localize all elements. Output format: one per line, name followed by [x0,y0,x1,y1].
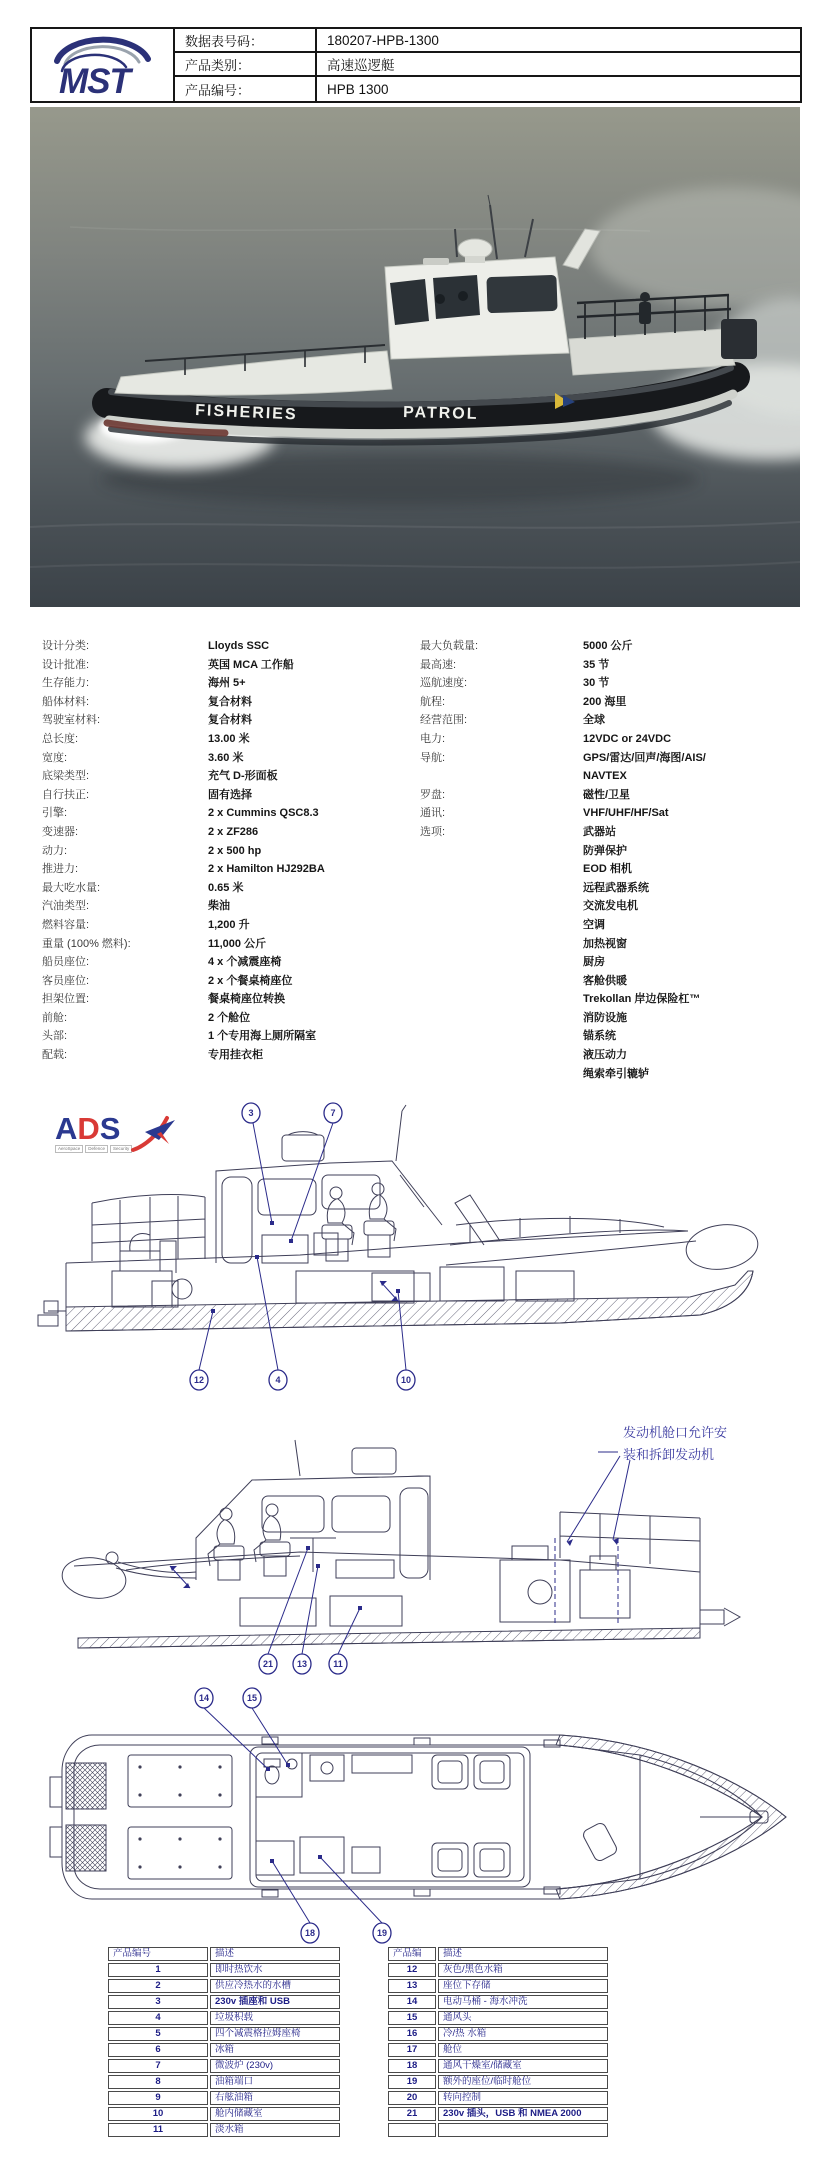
callout-11: 11 [333,1659,343,1669]
spec-row [420,786,810,805]
part-description: 右舷油箱 [210,2091,340,2105]
spec-label: 最大吃水量: [42,881,101,894]
callout-18: 18 [304,1928,316,1938]
spec-value: 远程武器系统 [583,881,649,894]
spec-label: 经营范围: [420,714,468,727]
spec-value: 2 x ZF286 [208,825,259,838]
spec-row [42,693,412,712]
spec-value: VHF/UHF/HF/Sat [583,807,669,820]
spec-value: Trekollan 岸边保险杠™ [583,993,701,1006]
spec-label: 动力: [42,844,68,857]
spec-value: 复合材料 [208,714,252,727]
part-number: 1 [108,1963,208,1977]
spec-row [420,730,810,749]
spec-row [42,1046,412,1065]
parts-row [108,1995,340,2009]
spec-row [420,842,810,861]
side-view-drawing-engine-access [0,1420,830,1682]
part-number: 6 [108,2043,208,2057]
spec-label: 最高速: [420,658,457,671]
spec-row [420,767,810,786]
parts-row [108,2011,340,2025]
spec-row [420,990,810,1009]
part-description: 微波炉 (230v) [210,2059,340,2073]
spec-row [42,711,412,730]
spec-row [42,916,412,935]
part-number: 19 [388,2075,436,2089]
callouts-plan [195,1688,391,1943]
spec-row [420,1009,810,1028]
header-label-2: 产品类别： [175,53,317,77]
spec-value: 防弹保护 [583,844,627,857]
plan-view-drawing [0,1685,830,1945]
spec-row [42,953,412,972]
engine-hatch-annotation-line1: 发动机舱口允许安 [623,1425,728,1440]
mst-logo-graphic [35,31,171,99]
spec-label: 巡航速度: [420,677,468,690]
parts-header-desc: 描述 [210,1947,340,1961]
spec-row [420,879,810,898]
spec-row [420,823,810,842]
spec-row [420,749,810,768]
access-arrow [380,1281,398,1301]
header-label-3: 产品编号： [175,77,317,101]
part-description: 即时热饮水 [210,1963,340,1977]
spec-value: 2 x 500 hp [208,844,262,857]
part-description: 供应冷热水的水槽 [210,1979,340,1993]
parts-row [388,2043,608,2057]
header-value-3: HPB 1300 [327,81,389,97]
part-description: 转向控制 [438,2091,608,2105]
spec-label: 头部: [42,1030,68,1043]
parts-row [388,2075,608,2089]
part-description: 舱内储藏室 [210,2107,340,2121]
part-description [438,2123,608,2137]
part-description: 淡水箱 [210,2123,340,2137]
spec-label: 自行扶正: [42,788,90,801]
parts-row [108,2075,340,2089]
parts-row [388,2091,608,2105]
spec-value: 2 x 个餐桌椅座位 [208,974,293,987]
spec-label: 最大负载量: [420,640,479,652]
spec-row [420,953,810,972]
spec-row [420,972,810,991]
spec-value: 2 x Cummins QSC8.3 [208,807,319,820]
part-number: 15 [388,2011,436,2025]
spec-value: 锚系统 [583,1030,616,1043]
spec-row [42,935,412,954]
spec-row [420,804,810,823]
spec-value: 专用挂衣柜 [208,1049,263,1062]
spec-row [42,972,412,991]
spec-label: 底梁类型: [42,770,90,783]
part-description: 灰色/黑色水箱 [438,1963,608,1977]
ads-letter-s: S [99,1111,121,1146]
spec-label: 重量 (100% 燃料): [42,937,131,950]
part-description: 冰箱 [210,2043,340,2057]
side-view-drawing-aft-cutaway [0,1075,830,1407]
parts-table-left [108,1947,340,2139]
spec-value: 液压动力 [583,1049,627,1062]
part-number: 20 [388,2091,436,2105]
spec-row [42,860,412,879]
spec-row [42,897,412,916]
spec-value: 交流发电机 [583,900,638,913]
part-description: 通风头 [438,2011,608,2025]
part-number: 3 [108,1995,208,2009]
header-value-1: 180207-HPB-1300 [317,29,800,53]
part-description: 冷/热 水箱 [438,2027,608,2041]
spec-list-left [42,637,412,1065]
spec-row [420,637,810,656]
spec-value: 全球 [583,714,605,727]
spec-label: 配载: [42,1049,68,1062]
stern-module [721,319,757,359]
part-number: 18 [388,2059,436,2073]
spec-value: 5000 公斤 [583,640,633,652]
parts-row [388,2059,608,2073]
spec-value: 复合材料 [208,695,252,708]
spec-row [42,1027,412,1046]
hatch-dots [138,1765,221,1868]
spec-value: 3.60 米 [208,751,244,764]
parts-row [108,2059,340,2073]
spec-value: 加热视窗 [583,937,627,950]
spec-row [420,897,810,916]
part-description: 电动马桶 - 海水冲洗 [438,1995,608,2009]
spec-value: 2 x Hamilton HJ292BA [208,863,325,876]
spec-row [420,860,810,879]
spec-row [420,1027,810,1046]
spec-value: 磁性/卫星 [583,788,631,801]
spec-value: 0.65 米 [208,881,244,894]
parts-row [108,2107,340,2121]
spec-row [42,879,412,898]
spec-value: 武器站 [583,825,616,838]
spec-label: 导航: [420,751,446,764]
part-description: 四个减震格拉姆座椅 [210,2027,340,2041]
callout-14: 14 [198,1693,210,1703]
spec-value: 柴油 [208,900,230,913]
spec-row [42,656,412,675]
spec-label: 燃料容量: [42,918,90,931]
parts-row [388,1995,608,2009]
spec-row [42,767,412,786]
spec-value: Lloyds SSC [208,640,270,652]
parts-row [388,2123,608,2137]
spec-value: 海州 5+ [208,677,246,690]
parts-header-number: 产品编号 [108,1947,208,1961]
callout-3: 3 [248,1108,254,1118]
callout-12: 12 [193,1375,205,1385]
parts-row [108,2123,340,2137]
parts-table-right [388,1947,608,2139]
spec-label: 担架位置: [42,993,90,1006]
spec-label: 变速器: [42,825,79,838]
spec-value: 1,200 升 [208,918,250,931]
callout-10: 10 [400,1375,412,1385]
parts-row [108,2043,340,2057]
spec-value: 充气 D-形面板 [208,770,278,783]
part-number: 11 [108,2123,208,2137]
spec-value: 11,000 公斤 [208,937,267,950]
callouts-side2 [259,1546,362,1674]
spec-label: 总长度: [42,732,79,745]
part-description: 舱位 [438,2043,608,2057]
part-number: 5 [108,2027,208,2041]
callout-13: 13 [296,1659,308,1669]
spec-row [42,1009,412,1028]
spec-row [42,637,412,656]
spec-value: 13.00 米 [208,732,250,745]
spec-row [420,916,810,935]
part-description: 座位下存储 [438,1979,608,1993]
spec-label: 罗盘: [420,788,446,801]
spec-label: 客员座位: [42,974,90,987]
spec-row [42,990,412,1009]
callout-7: 7 [330,1108,336,1118]
parts-row [388,1979,608,1993]
spec-row [420,711,810,730]
callout-4: 4 [275,1375,281,1385]
spec-row [420,656,810,675]
spec-label: 引擎: [42,807,68,820]
parts-table-header [388,1947,608,1961]
spec-label: 生存能力: [42,677,90,690]
spec-label: 电力: [420,732,446,745]
part-description: 通风干燥室/储藏室 [438,2059,608,2073]
spec-row [420,674,810,693]
spec-value: 客舱供暖 [583,974,627,987]
spec-label: 船体材料: [42,695,90,708]
part-number: 17 [388,2043,436,2057]
spec-value: 固有选择 [208,788,252,801]
spec-value: 2 个舱位 [208,1011,251,1024]
spec-row [420,1046,810,1065]
hull-text-patrol: PATROL [402,404,479,423]
engine-hatch-annotation-line2: 装和拆卸发动机 [623,1447,715,1462]
spec-value: 200 海里 [583,695,627,708]
parts-row [388,2011,608,2025]
spec-list-right [420,637,810,1083]
spec-row [42,842,412,861]
spec-label: 驾驶室材料: [42,714,101,727]
ads-tagline-security: Security [110,1145,132,1153]
parts-header-number: 产品编 [388,1947,436,1961]
spec-label: 船员座位: [42,956,90,969]
part-description: 垃圾积载 [210,2011,340,2025]
spec-row [42,786,412,805]
spec-row [42,674,412,693]
boat-photo [30,107,800,607]
spec-label: 汽油类型: [42,900,90,913]
spec-row [420,693,810,712]
spec-label: 推进力: [42,863,79,876]
part-number: 9 [108,2091,208,2105]
spec-value: 英国 MCA 工作船 [208,658,294,671]
spec-value: 1 个专用海上厕所隔室 [208,1030,317,1043]
part-description: 额外的座位/临时舱位 [438,2075,608,2089]
spec-value: 绳索牵引辘轳 [583,1067,649,1080]
parts-row [388,2027,608,2041]
spec-label: 航程: [420,695,446,708]
spec-value: 4 x 个减震座椅 [208,956,282,969]
part-number: 2 [108,1979,208,1993]
spec-value: 35 节 [583,658,610,671]
spec-label: 宽度: [42,751,68,764]
part-description: 油箱端口 [210,2075,340,2089]
spec-value: 12VDC or 24VDC [583,732,672,745]
part-number: 7 [108,2059,208,2073]
part-number: 4 [108,2011,208,2025]
spec-value: 厨房 [583,956,605,969]
spec-row [42,749,412,768]
part-description: 230v 插头，USB 和 NMEA 2000 [438,2107,608,2121]
spec-value: NAVTEX [583,770,627,783]
parts-row [108,1963,340,1977]
parts-table-header [108,1947,340,1961]
spec-label: 选项: [420,825,446,838]
spec-label: 前舱: [42,1011,68,1024]
parts-header-desc: 描述 [438,1947,608,1961]
part-number [388,2123,436,2137]
ads-tagline-defence: Defence [85,1145,108,1153]
spec-label: 设计批准: [42,658,90,671]
part-number: 8 [108,2075,208,2089]
spec-value: 30 节 [583,677,610,690]
callouts-side1 [190,1103,415,1390]
spec-label: 通讯: [420,807,446,820]
part-number: 16 [388,2027,436,2041]
mst-logo-text: MST [58,62,130,99]
part-description: 230v 插座和 USB [210,1995,340,2009]
header-table [30,27,802,103]
part-number: 10 [108,2107,208,2121]
callout-21: 21 [262,1659,274,1669]
spec-row [42,804,412,823]
parts-row [108,1979,340,1993]
parts-row [108,2091,340,2105]
parts-row [108,2027,340,2041]
spec-label: 设计分类: [42,640,90,652]
spec-value: 餐桌椅座位转换 [208,993,285,1006]
parts-row [388,1963,608,1977]
hull-text-fisheries: FISHERIES [194,402,298,424]
callout-15: 15 [246,1693,258,1703]
part-number: 14 [388,1995,436,2009]
spec-value: 消防设施 [583,1011,627,1024]
spec-value: 空调 [583,918,605,931]
part-number: 13 [388,1979,436,1993]
ads-tagline-aerospace: AeroSpace [55,1145,83,1153]
part-number: 12 [388,1963,436,1977]
spec-value: EOD 相机 [583,863,632,876]
spec-row [42,823,412,842]
header-label-1: 数据表号码： [175,29,317,53]
spec-row [42,730,412,749]
ads-letter-a: A [55,1111,78,1146]
callout-19: 19 [376,1928,388,1938]
part-number: 21 [388,2107,436,2121]
ads-letter-d: D [77,1111,100,1146]
spec-row [420,935,810,954]
parts-row [388,2107,608,2121]
mst-logo [32,29,175,101]
header-value-2: 高速巡逻艇 [317,53,800,77]
spec-value: GPS/雷达/回声/海图/AIS/ [583,751,706,764]
